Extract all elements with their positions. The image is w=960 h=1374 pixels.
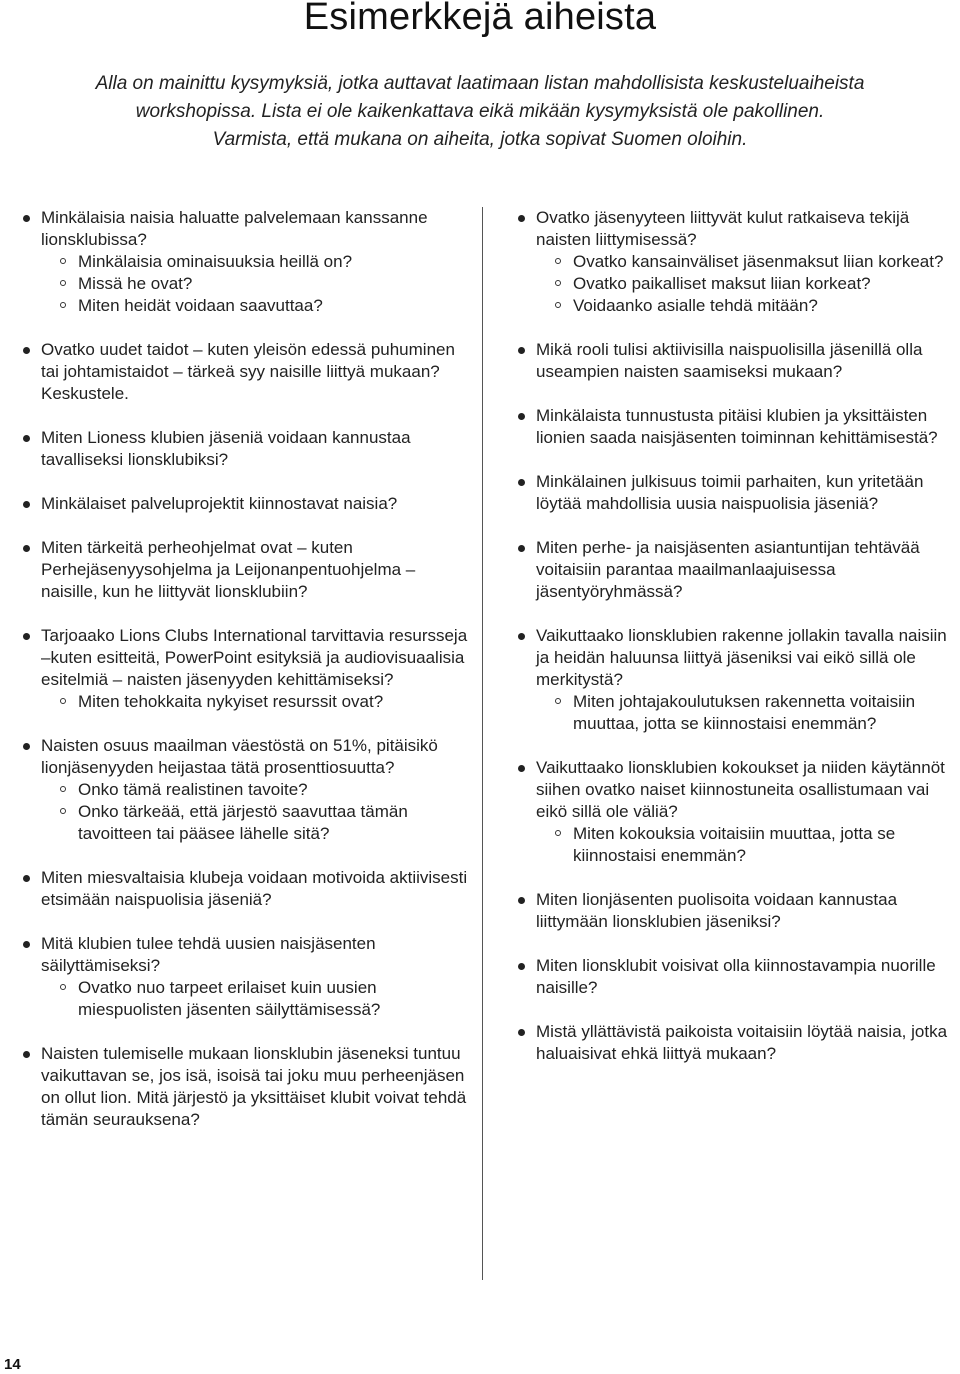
list-item-text: Mikä rooli tulisi aktiivisilla naispuolisilla jäsenillä olla useampien naisten saamiseksi mukaan?: [536, 340, 923, 381]
bullet-icon: [518, 897, 525, 904]
bullet-icon: [518, 765, 525, 772]
sub-list-item-text: Ovatko nuo tarpeet erilaiset kuin uusien miespuolisten jäsenten säilyttämisessä?: [78, 978, 381, 1019]
sub-list-item: [41, 295, 472, 317]
sub-list-item-text: Voidaanko asialle tehdä mitään?: [573, 296, 818, 315]
list-item-text: Minkälaista tunnustusta pitäisi klubien ja yksittäisten lionien saada naisjäsenten toiminnan kehittämisestä?: [536, 406, 938, 447]
list-item-text: Minkälainen julkisuus toimii parhaiten, kun yritetään löytää mahdollisia uusia naispuolisia jäseniä?: [536, 472, 924, 513]
circle-bullet-icon: [555, 830, 561, 836]
list-item-text: Minkälaisia naisia haluatte palvelemaan kanssanne lionsklubissa?: [41, 208, 428, 249]
sub-list-item-text: Ovatko paikalliset maksut liian korkeat?: [573, 274, 871, 293]
list-item-text: Miten Lioness klubien jäseniä voidaan kannustaa tavalliseksi lionsklubiksi?: [41, 428, 411, 469]
list-item-text: Ovatko jäsenyyteen liittyvät kulut ratkaiseva tekijä naisten liittymisessä?: [536, 208, 910, 249]
right-column: [517, 207, 952, 1087]
sub-list-item-text: Miten johtajakoulutuksen rakennetta voitaisiin muuttaa, jotta se kiinnostaisi enemmän?: [573, 692, 916, 733]
list-item: [517, 955, 952, 999]
sub-list-item-text: Miten tehokkaita nykyiset resurssit ovat?: [78, 692, 384, 711]
list-item-text: Mistä yllättävistä paikoista voitaisiin löytää naisia, jotka haluaisivat ehkä liittyä mukaan?: [536, 1022, 948, 1063]
list-item: [517, 889, 952, 933]
list-item-text: Naisten tulemiselle mukaan lionsklubin jäseneksi tuntuu vaikuttavan se, jos isä, isoisä tai joku muu perheenjäsen on ollut lion. Mitä järjestö ja yksittäiset klubit voivat tehdä tämän seurauksena?: [41, 1044, 467, 1129]
list-item-text: Minkälaiset palveluprojektit kiinnostavat naisia?: [41, 494, 398, 513]
bullet-icon: [23, 545, 30, 552]
bullet-icon: [23, 215, 30, 222]
sub-list-item: [41, 251, 472, 273]
bullet-icon: [23, 435, 30, 442]
circle-bullet-icon: [555, 280, 561, 286]
list-item-text: Tarjoaako Lions Clubs International tarvittavia resursseja –kuten esitteitä, PowerPoint esityksiä ja audiovisuaalisia esitelmiä – naisten jäsenyyden kehittämiseksi?: [41, 626, 468, 689]
circle-bullet-icon: [60, 984, 66, 990]
sub-list-item-text: Minkälaisia ominaisuuksia heillä on?: [78, 252, 353, 271]
sub-list-item: [41, 273, 472, 295]
circle-bullet-icon: [60, 258, 66, 264]
list-item: [517, 1021, 952, 1065]
bullet-icon: [518, 633, 525, 640]
bullet-icon: [518, 347, 525, 354]
list-item: [22, 1043, 472, 1131]
list-item: [517, 207, 952, 317]
left-column: [22, 207, 472, 1153]
sub-list-item: [41, 691, 472, 713]
bullet-icon: [23, 633, 30, 640]
list-item: [22, 625, 472, 713]
bullet-icon: [518, 545, 525, 552]
bullet-icon: [518, 1029, 525, 1036]
list-item: [22, 933, 472, 1021]
page-number: 14: [4, 1356, 21, 1373]
circle-bullet-icon: [60, 698, 66, 704]
list-item-text: Miten perhe- ja naisjäsenten asiantuntijan tehtävää voitaisiin parantaa maailmanlaajuisessa jäsentyöryhmässä?: [536, 538, 920, 601]
intro-line: workshopissa. Lista ei ole kaikenkattava eikä mikään kysymyksistä ole pakollinen.: [135, 101, 825, 122]
sub-list-item: [536, 251, 952, 273]
list-item-text: Vaikuttaako lionsklubien kokoukset ja niiden käytännöt siihen ovatko naiset kiinnostuneita osallistumaan vai eikö sillä ole väliä?: [536, 758, 945, 821]
sub-list-item: [536, 691, 952, 735]
circle-bullet-icon: [555, 302, 561, 308]
bullet-icon: [23, 347, 30, 354]
list-item-text: Mitä klubien tulee tehdä uusien naisjäsenten säilyttämiseksi?: [41, 934, 376, 975]
bullet-icon: [518, 413, 525, 420]
bullet-icon: [23, 1051, 30, 1058]
bullet-icon: [23, 501, 30, 508]
sub-list-item: [41, 779, 472, 801]
sub-list-item-text: Miten kokouksia voitaisiin muuttaa, jotta se kiinnostaisi enemmän?: [573, 824, 896, 865]
sub-list-item: [536, 823, 952, 867]
list-item: [22, 867, 472, 911]
sub-list-item: [536, 273, 952, 295]
intro-line: Varmista, että mukana on aiheita, jotka sopivat Suomen oloihin.: [212, 129, 748, 150]
sub-list-item: [41, 801, 472, 845]
circle-bullet-icon: [555, 698, 561, 704]
circle-bullet-icon: [60, 280, 66, 286]
list-item: [22, 493, 472, 515]
list-item: [22, 207, 472, 317]
column-divider: [482, 207, 483, 1280]
list-item: [22, 339, 472, 405]
list-item-text: Miten tärkeitä perheohjelmat ovat – kuten Perhejäsenyysohjelma ja Leijonanpentuohjelma – naisille, kun he liittyvät lionsklubiin?: [41, 538, 416, 601]
list-item: [517, 339, 952, 383]
list-item-text: Miten miesvaltaisia klubeja voidaan motivoida aktiivisesti etsimään naispuolisia jäseniä?: [41, 868, 468, 909]
bullet-icon: [518, 963, 525, 970]
circle-bullet-icon: [555, 258, 561, 264]
circle-bullet-icon: [60, 786, 66, 792]
bullet-icon: [518, 215, 525, 222]
sub-list-item: [536, 295, 952, 317]
bullet-icon: [23, 941, 30, 948]
bullet-icon: [23, 875, 30, 882]
list-item: [22, 427, 472, 471]
list-item: [517, 471, 952, 515]
bullet-icon: [518, 479, 525, 486]
list-item: [517, 405, 952, 449]
circle-bullet-icon: [60, 302, 66, 308]
page-title: Esimerkkejä aiheista: [303, 0, 657, 38]
list-item-text: Naisten osuus maailman väestöstä on 51%, pitäisikö lionjäsenyyden heijastaa tätä prosenttiosuutta?: [41, 736, 438, 777]
intro-paragraph: [40, 70, 920, 154]
list-item: [22, 735, 472, 845]
circle-bullet-icon: [60, 808, 66, 814]
sub-list-item-text: Missä he ovat?: [78, 274, 193, 293]
sub-list-item-text: Onko tämä realistinen tavoite?: [78, 780, 308, 799]
list-item-text: Ovatko uudet taidot – kuten yleisön edessä puhuminen tai johtamistaidot – tärkeä syy naisille liittyä mukaan? Keskustele.: [41, 340, 455, 403]
list-item: [517, 537, 952, 603]
sub-list-item-text: Ovatko kansainväliset jäsenmaksut liian korkeat?: [573, 252, 944, 271]
list-item: [22, 537, 472, 603]
list-item-text: Miten lionjäsenten puolisoita voidaan kannustaa liittymään lionsklubien jäseniksi?: [536, 890, 898, 931]
list-item: [517, 757, 952, 867]
sub-list-item-text: Miten heidät voidaan saavuttaa?: [78, 296, 323, 315]
bullet-icon: [23, 743, 30, 750]
sub-list-item-text: Onko tärkeää, että järjestö saavuttaa tämän tavoitteen tai pääsee lähelle sitä?: [78, 802, 408, 843]
intro-line: Alla on mainittu kysymyksiä, jotka auttavat laatimaan listan mahdollisista keskusteluaiheista: [95, 73, 865, 94]
list-item-text: Vaikuttaako lionsklubien rakenne jollakin tavalla naisiin ja heidän haluunsa liittyä jäseniksi vai eikö sillä ole merkitystä?: [536, 626, 947, 689]
list-item-text: Miten lionsklubit voisivat olla kiinnostavampia nuorille naisille?: [536, 956, 936, 997]
list-item: [517, 625, 952, 735]
sub-list-item: [41, 977, 472, 1021]
